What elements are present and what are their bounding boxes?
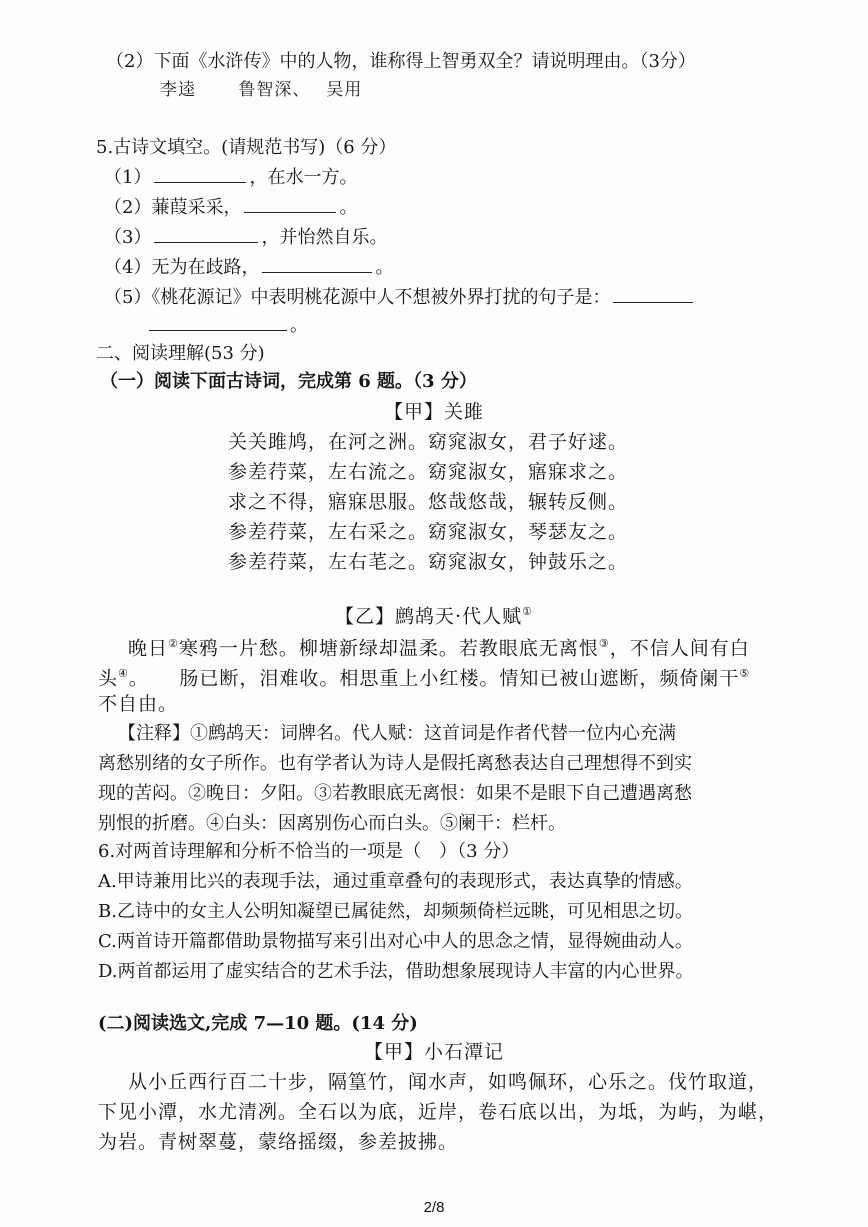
fill-prefix: （4）无为在歧路， xyxy=(104,257,260,278)
section-2-heading: 二、阅读理解(53 分) xyxy=(96,343,265,364)
fill-suffix: 。 xyxy=(375,257,394,278)
fill-item-2 xyxy=(104,194,357,220)
poem-b-text: 头 xyxy=(98,667,119,690)
fill-item-3 xyxy=(104,224,387,250)
poem-a-line: 关关雎鸠，在河之洲。窈窕淑女，君子好逑。 xyxy=(228,431,629,453)
footnote-marker: ④ xyxy=(118,667,129,680)
passage-line: 下见小潭，水尤清冽。全石以为底，近岸，卷石底以出，为坻，为屿，为嵁， xyxy=(98,1101,779,1123)
fill-suffix: ，在水一方。 xyxy=(249,167,358,188)
poem-a-line: 参差荇菜，左右流之。窈窕淑女，寤寐求之。 xyxy=(228,461,629,483)
option-a[interactable]: A.甲诗兼用比兴的表现手法，通过重章叠句的表现形式，表达真挚的情感。 xyxy=(98,871,693,892)
fill-suffix: 。 xyxy=(339,197,358,218)
fill-item-5-cont xyxy=(146,312,308,338)
poem-b-text: 晚日 xyxy=(128,637,169,660)
fill-prefix: （3） xyxy=(104,227,152,248)
fill-item-1 xyxy=(104,164,357,190)
option-c[interactable]: C.两首诗开篇都借助景物描写来引出对心中人的思念之情，显得婉曲动人。 xyxy=(98,931,693,952)
page-number: 2/8 xyxy=(423,1199,445,1216)
notes-line: 别恨的折磨。④白头：因离别伤心而白头。⑤阑干：栏杆。 xyxy=(98,813,566,834)
question-6-stem: 6.对两首诗理解和分析不恰当的一项是（ ）（3 分） xyxy=(98,841,520,862)
poem-a-line: 参差荇菜，左右芼之。窈窕淑女，钟鼓乐之。 xyxy=(228,551,629,573)
notes-line: 现的苦闷。②晚日：夕阳。③若教眼底无离恨：如果不是眼下自己遭遇离愁 xyxy=(98,783,692,804)
part-1-heading: （一）阅读下面古诗词，完成第 6 题。（3 分） xyxy=(100,371,477,392)
passage-a-title: 【甲】小石潭记 xyxy=(363,1041,504,1063)
poem-a-line: 求之不得，寤寐思服。悠哉悠哉，辗转反侧。 xyxy=(228,491,629,513)
poem-b-title xyxy=(0,600,868,628)
passage-line: 为岩。青树翠蔓，蒙络摇缀，参差披拂。 xyxy=(98,1131,459,1153)
poem-b-text: 寒鸦一片愁。柳塘新绿却温柔。若教眼底无离恨 xyxy=(178,637,599,660)
option-b[interactable]: B.乙诗中的女主人公明知凝望已属徒然，却频频倚栏远眺，可见相思之切。 xyxy=(98,901,693,922)
question-4-2: （2）下面《水浒传》中的人物，谁称得上智勇双全？请说明理由。（3分） xyxy=(106,51,696,72)
poem-b-title-text: 【乙】鹧鸪天·代人赋 xyxy=(335,605,523,628)
answer-blank[interactable] xyxy=(149,312,287,331)
footnote-marker: ① xyxy=(522,605,533,618)
poem-b-line-1 xyxy=(128,632,750,660)
footnote-marker: ③ xyxy=(598,637,610,650)
handwritten-answer: 李逵 鲁智深、 吴用 xyxy=(160,80,363,100)
fill-prefix: （5）《桃花源记》中表明桃花源中人不想被外界打扰的句子是： xyxy=(104,287,611,308)
poem-b-text: ，不信人间有白 xyxy=(609,637,750,660)
fill-prefix: （1） xyxy=(104,167,152,188)
question-5-heading: 5.古诗文填空。(请规范书写)（6 分） xyxy=(96,137,397,158)
poem-b-line-3: 不自由。 xyxy=(98,693,179,715)
notes-line: 离愁别绪的女子所作。也有学者认为诗人是假托离愁表达自己理想得不到实 xyxy=(98,753,692,774)
fill-item-4 xyxy=(104,254,393,280)
footnote-marker: ⑤ xyxy=(739,667,751,680)
part-2-heading: (二)阅读选文,完成 7—10 题。(14 分) xyxy=(98,1013,418,1034)
answer-blank[interactable] xyxy=(262,254,372,273)
fill-suffix: 。 xyxy=(290,315,308,336)
answer-blank[interactable] xyxy=(244,194,336,213)
poem-a-line: 参差荇菜，左右采之。窈窕淑女，琴瑟友之。 xyxy=(228,521,629,543)
poem-a-title: 【甲】关雎 xyxy=(383,401,484,423)
answer-blank[interactable] xyxy=(154,164,246,183)
option-d[interactable]: D.两首都运用了虚实结合的艺术手法，借助想象展现诗人丰富的内心世界。 xyxy=(98,961,694,982)
fill-item-5 xyxy=(104,284,696,310)
answer-blank[interactable] xyxy=(613,284,693,303)
fill-prefix: （2）蒹葭采采， xyxy=(104,197,242,218)
fill-suffix: ，并怡然自乐。 xyxy=(261,227,388,248)
answer-blank[interactable] xyxy=(154,224,258,243)
footnote-marker: ② xyxy=(168,637,179,650)
notes-line: 【注释】①鹧鸪天：词牌名。代人赋：这首词是作者代替一位内心充满 xyxy=(118,723,676,744)
poem-b-text: 。 肠已断，泪难收。相思重上小红楼。情知已被山遮断，频倚阑干 xyxy=(128,667,740,690)
poem-b-line-2 xyxy=(98,662,750,690)
passage-line: 从小丘西行百二十步，隔篁竹，闻水声，如鸣佩环，心乐之。伐竹取道， xyxy=(128,1071,769,1093)
